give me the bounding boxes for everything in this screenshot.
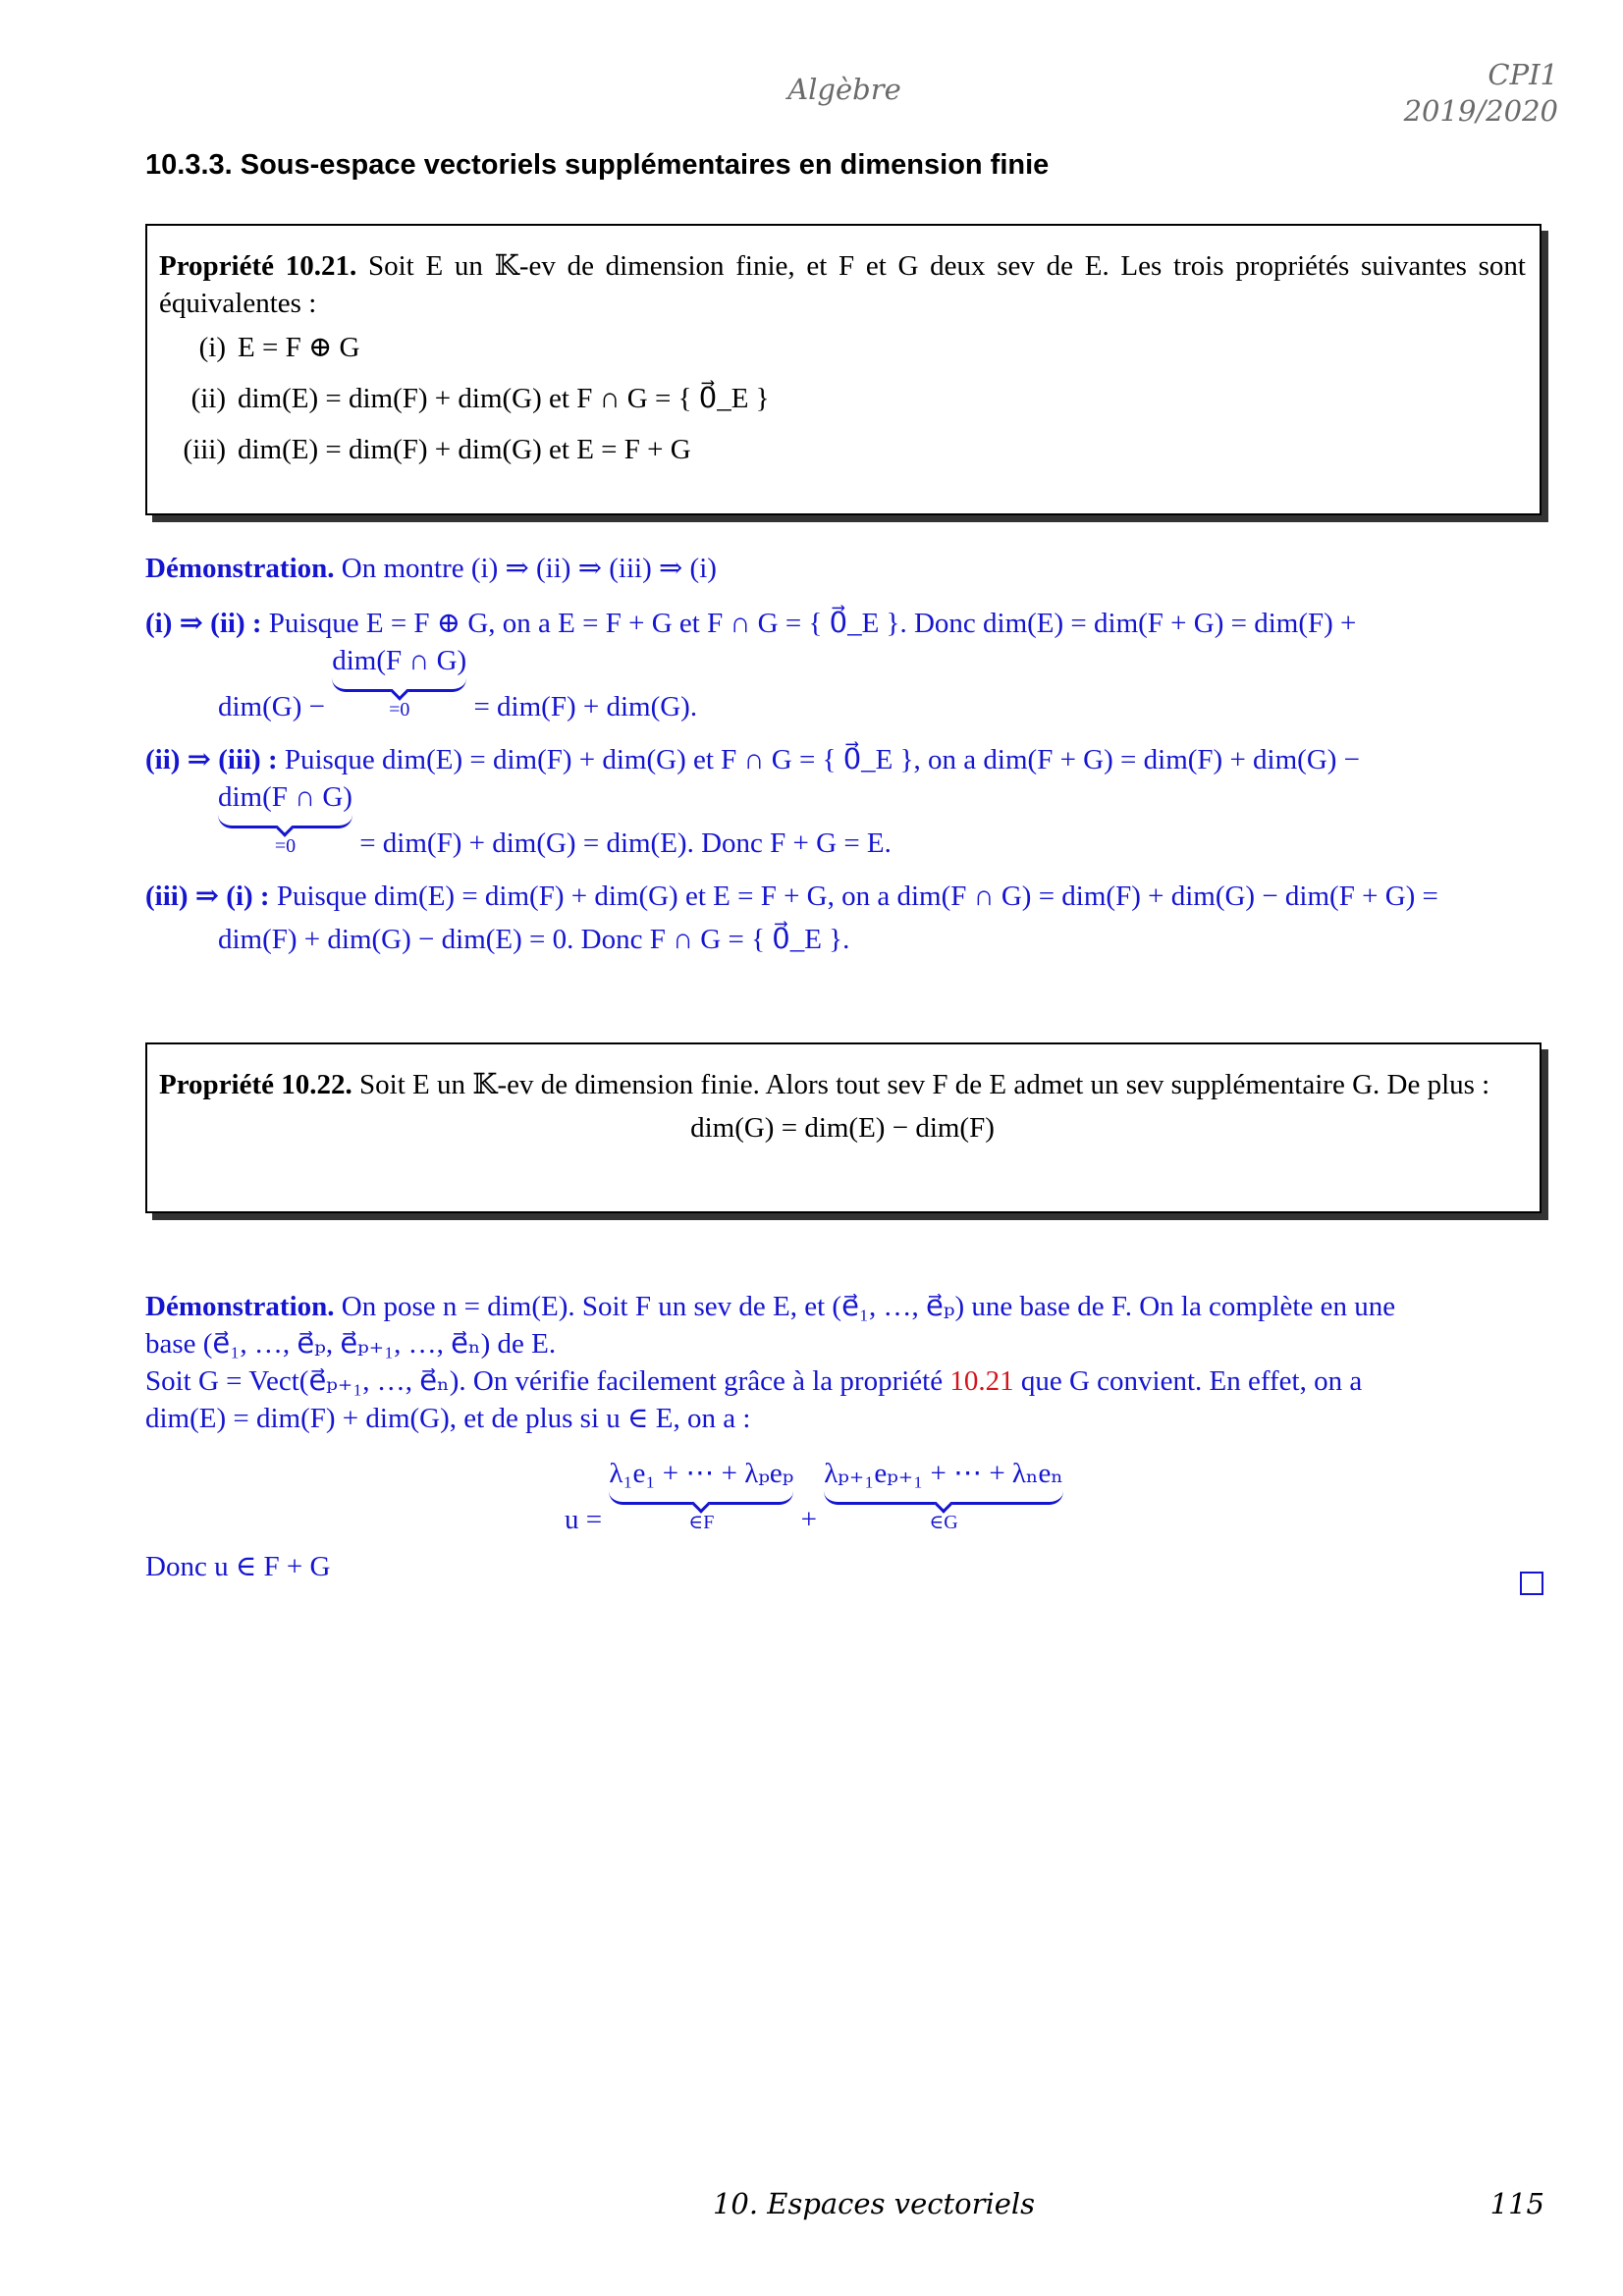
demo-step [145,741,1542,862]
header-course-name: CPI1 [1488,58,1558,91]
property-item [159,322,1526,373]
demo-label: Démonstration. [145,553,335,584]
underbrace-label: ∈F [688,1512,715,1533]
property-box-10-21 [145,224,1542,515]
underbrace-icon [824,1488,1063,1505]
underbrace [824,1455,1063,1532]
step-line-2 [145,642,1542,725]
demo-conclusion: Donc u ∈ F + G [145,1551,331,1582]
header-subject: Algèbre [787,73,901,106]
underbrace-icon [609,1488,793,1505]
underbrace-expr: dim(F ∩ G) [332,645,467,676]
underbrace-icon [332,675,466,692]
step-line-2: dim(F) + dim(G) − dim(E) = 0. Donc F ∩ G = { 0⃗_E }. [218,924,850,955]
demo-text: On pose n = dim(E). Soit F un sev de E, et (e⃗₁, …, e⃗ₚ) une base de F. On la complète en une [341,1291,1396,1322]
item-label: (iii) [183,434,226,465]
demo-line: base (e⃗₁, …, e⃗ₚ, e⃗ₚ₊₁, …, e⃗ₙ) de E. [145,1328,557,1360]
footer-page-number: 115 [1489,2187,1544,2220]
demo-label: Démonstration. [145,1291,335,1322]
property-label: Propriété 10.21. [159,250,357,282]
step-text: dim(G) − [218,691,325,722]
decomposition-equation [86,1455,1542,1538]
item-text: dim(E) = dim(F) + dim(G) et F ∩ G = { 0⃗_E } [238,383,770,414]
property-intro [159,247,1526,322]
demo-intro-text: On montre (i) ⇒ (ii) ⇒ (iii) ⇒ (i) [341,553,717,584]
step-text: = dim(F) + dim(G). [473,691,698,722]
underbrace-label: ∈G [929,1512,958,1533]
step-label: (i) ⇒ (ii) : [145,608,262,639]
underbrace-label: =0 [389,699,410,721]
item-label: (ii) [190,383,226,414]
demo-intro [145,550,1542,587]
step-line-2 [145,778,1542,862]
step-label: (ii) ⇒ (iii) : [145,744,278,775]
underbrace-expr: λ₁e₁ + ⋯ + λₚeₚ [609,1458,794,1489]
underbrace [609,1455,793,1532]
demo-line [145,1288,1542,1325]
step-text: Puisque dim(E) = dim(F) + dim(G) et F ∩ G = { 0⃗_E }, on a dim(F + G) = dim(F) + dim(G) − [284,744,1361,775]
qed-square-icon [1520,1572,1543,1595]
underbrace-expr: λₚ₊₁eₚ₊₁ + ⋯ + λₙeₙ [824,1458,1063,1489]
step-text: = dim(F) + dim(G) = dim(E). Donc F + G = E. [359,828,892,859]
item-label: (i) [198,332,226,363]
demonstration-1 [145,550,1542,958]
step-line [145,878,1542,915]
header-course [1404,57,1558,130]
step-text: Puisque E = F ⊕ G, on a E = F + G et F ∩ G = { 0⃗_E }. Donc dim(E) = dim(F + G) = dim(F) + [268,608,1357,639]
demo-text: que G convient. En effet, on a [1020,1365,1363,1397]
property-item [159,373,1526,424]
step-text: Puisque dim(E) = dim(F) + dim(G) et E = F + G, on a dim(F ∩ G) = dim(F) + dim(G) − dim(F + G) = [276,881,1438,912]
eq-plus: + [800,1504,817,1535]
property-reference-link[interactable]: 10.21 [949,1365,1014,1397]
underbrace [332,642,466,720]
step-line [145,741,1542,778]
property-box-10-22 [145,1042,1542,1213]
step-line [145,605,1542,642]
header-year: 2019/2020 [1403,94,1558,128]
demo-line [145,1362,1542,1400]
property-item [159,424,1526,475]
item-text: dim(E) = dim(F) + dim(G) et E = F + G [238,434,691,465]
step-label: (iii) ⇒ (i) : [145,881,270,912]
eq-lhs: u = [565,1504,603,1535]
demonstration-2 [145,1288,1542,1585]
underbrace [218,778,352,856]
property-intro [159,1066,1526,1103]
demo-step [145,605,1542,725]
property-statement: Soit E un 𝕂-ev de dimension finie, et F et G deux sev de E. Les trois propriétés suivantes sont équivalentes : [159,250,1526,319]
underbrace-label: =0 [274,835,297,857]
footer-chapter: 10. Espaces vectoriels [712,2187,1036,2220]
section-title: 10.3.3. Sous-espace vectoriels supplémentaires en dimension finie [145,149,1050,181]
underbrace-expr: dim(F ∩ G) [218,781,352,813]
item-text: E = F ⊕ G [238,332,360,363]
property-label: Propriété 10.22. [159,1069,352,1100]
property-formula: dim(G) = dim(E) − dim(F) [690,1112,995,1144]
demo-line: dim(E) = dim(F) + dim(G), et de plus si u ∈ E, on a : [145,1403,751,1434]
property-statement: Soit E un 𝕂-ev de dimension finie. Alors tout sev F de E admet un sev supplémentaire G. De plus : [359,1069,1490,1100]
demo-text: Soit G = Vect(e⃗ₚ₊₁, …, e⃗ₙ). On vérifie facilement grâce à la propriété [145,1365,944,1397]
underbrace-icon [218,812,352,828]
demo-step [145,878,1542,958]
